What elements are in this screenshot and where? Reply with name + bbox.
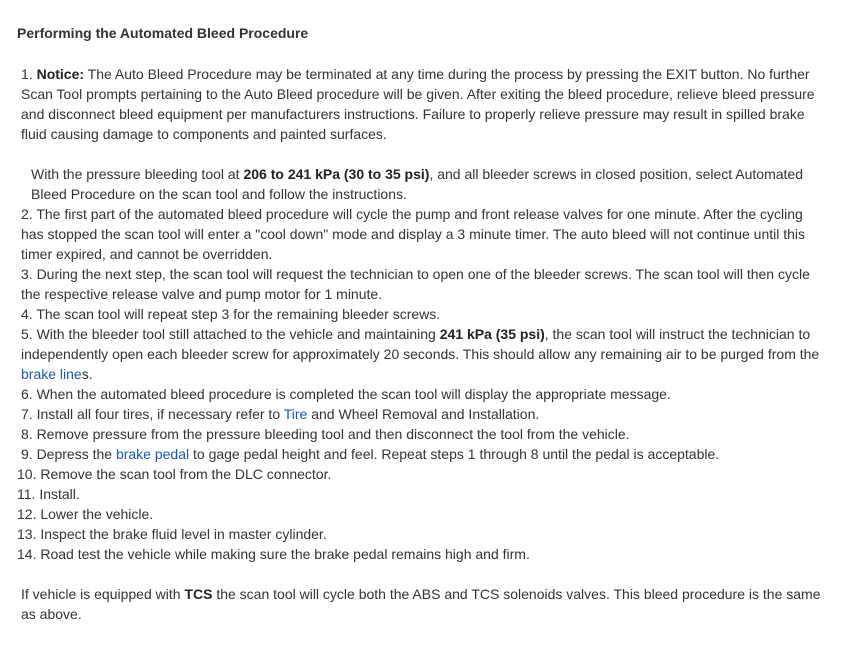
spacer	[17, 144, 825, 164]
step-1-number: 1.	[21, 66, 37, 82]
tcs-text-post: the scan tool will cycle both the ABS and TCS solenoids valves. This bleed procedure is the same as above.	[21, 586, 821, 622]
notice-text: The Auto Bleed Procedure may be terminated at any time during the process by pressing the EXIT button. No further Scan Tool prompts pertaining to the Auto Bleed procedure will be given. After exiting the bleed procedure, relieve bleed pressure and disconnect bleed equipment per manufacturers instructions. Failure to properly relieve pressure may result in spilled brake fluid causing damage to components and painted surfaces.	[21, 66, 815, 142]
step-5-text-mid: , the scan tool will instruct the technician to independently open each bleeder screw for approximately 20 seconds. This should allow any remaining air to be purged from the	[21, 326, 820, 362]
step-13: 13. Inspect the brake fluid level in master cylinder.	[17, 526, 327, 542]
step-5-text-pre: 5. With the bleeder tool still attached to the vehicle and maintaining	[21, 326, 440, 342]
step-9	[17, 444, 825, 464]
step-1-notice	[17, 64, 825, 144]
brake-line-link[interactable]: brake line	[21, 366, 82, 382]
pressure-instruction	[17, 164, 825, 204]
page-title: Performing the Automated Bleed Procedure	[17, 25, 309, 41]
step-5	[17, 324, 825, 384]
tcs-text-pre: If vehicle is equipped with	[21, 586, 185, 602]
pressure-text-post: , and all bleeder screws in closed position, select Automated Bleed Procedure on the scan tool and follow the instructions.	[31, 166, 803, 202]
step-7-text-post: and Wheel Removal and Installation.	[307, 406, 540, 422]
step-14: 14. Road test the vehicle while making sure the brake pedal remains high and firm.	[17, 546, 530, 562]
step-3: 3. During the next step, the scan tool will request the technician to open one of the bleeder screws. The scan tool will then cycle the respective release valve and pump motor for 1 minute.	[21, 266, 810, 302]
step-9-text-post: to gage pedal height and feel. Repeat steps 1 through 8 until the pedal is acceptable.	[189, 446, 720, 462]
tcs-note	[17, 584, 825, 624]
step-7	[17, 404, 825, 424]
spacer	[17, 564, 825, 584]
pressure-value: 206 to 241 kPa (30 to 35 psi)	[243, 166, 430, 182]
step-7-text-pre: 7. Install all four tires, if necessary refer to	[21, 406, 284, 422]
pressure-text-pre: With the pressure bleeding tool at	[31, 166, 244, 182]
notice-label: Notice:	[36, 66, 85, 82]
step-4: 4. The scan tool will repeat step 3 for the remaining bleeder screws.	[21, 306, 441, 322]
step-8: 8. Remove pressure from the pressure bleeding tool and then disconnect the tool from the vehicle.	[21, 426, 630, 442]
step-11: 11. Install.	[17, 486, 80, 502]
brake-pedal-link[interactable]: brake pedal	[115, 446, 190, 462]
step-5-text-post: s.	[81, 366, 93, 382]
step-2: 2. The first part of the automated bleed procedure will cycle the pump and front release valves for one minute. After the cycling has stopped the scan tool will enter a "cool down" mode and display a 3 minute timer. The auto bleed will not continue until this timer expired, and cannot be overridden.	[21, 206, 806, 262]
step-9-text-pre: 9. Depress the	[21, 446, 116, 462]
step-12: 12. Lower the vehicle.	[17, 506, 154, 522]
step-6: 6. When the automated bleed procedure is completed the scan tool will display the appropriate message.	[21, 386, 671, 402]
tire-link[interactable]: Tire	[283, 406, 308, 422]
tcs-label: TCS	[184, 586, 213, 602]
step-10: 10. Remove the scan tool from the DLC connector.	[17, 466, 332, 482]
step-5-pressure-value: 241 kPa (35 psi)	[439, 326, 545, 342]
